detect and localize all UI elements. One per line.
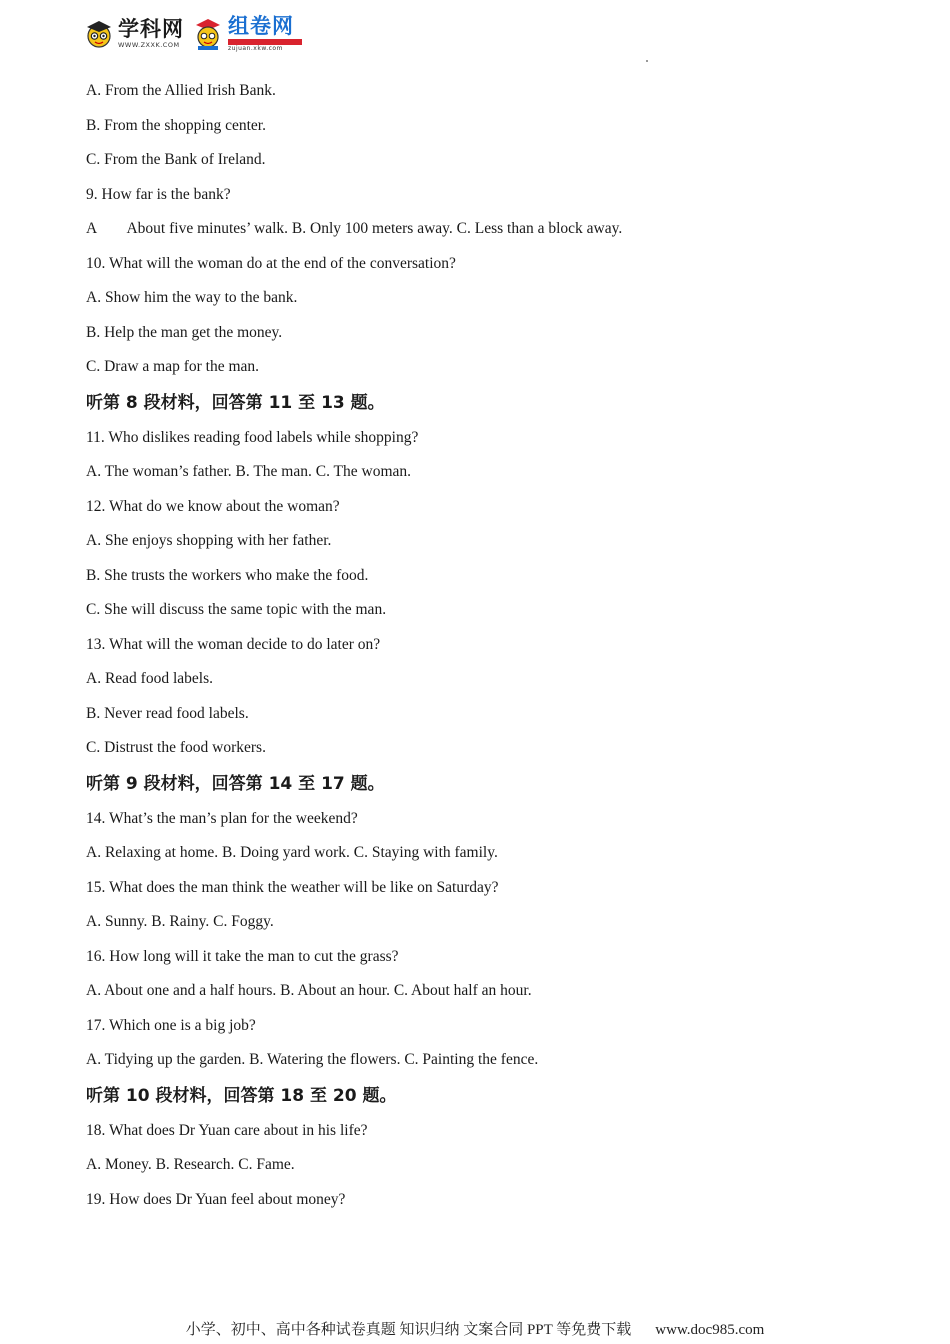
stray-dot [646,60,648,62]
footer-text: 小学、初中、高中各种试卷真题 知识归纳 文案合同 PPT 等免费下载 [185,1322,632,1338]
document-body [86,74,886,1217]
text-line: A. She enjoys shopping with her father. [86,532,332,549]
zujuan-logo-url: zujuan.xkw.com [228,45,283,52]
text-line: 9. How far is the bank? [86,185,231,203]
graduate-face-icon [84,19,114,49]
text-line: B. She trusts the workers who make the food. [86,566,369,584]
text-line: 11. Who dislikes reading food labels while shopping? [86,428,419,446]
zujuan-logo-name: 组卷网 [228,14,294,38]
text-line: A. Tidying up the garden. B. Watering the flowers. C. Painting the fence. [86,1051,539,1068]
text-line: 18. What does Dr Yuan care about in his life? [86,1121,368,1139]
text-line: 14. What’s the man’s plan for the weekend? [86,809,358,827]
student-mascot-icon [192,17,224,51]
text-line: B. Never read food labels. [86,704,249,722]
text-line: A. From the Allied Irish Bank. [86,82,276,99]
page-footer [0,1318,950,1339]
section-heading: 听第 10 段材料，回答第 18 至 20 题。 [86,1085,397,1106]
footer-url[interactable]: www.doc985.com [655,1322,765,1338]
text-line: A. About one and a half hours. B. About an hour. C. About half an hour. [86,982,532,999]
text-line: B. Help the man get the money. [86,323,283,341]
text-line: C. Distrust the food workers. [86,739,266,756]
text-line: 15. What does the man think the weather will be like on Saturday? [86,878,499,896]
text-line: 13. What will the woman decide to do later on? [86,635,381,653]
text-line: C. From the Bank of Ireland. [86,151,266,168]
text-line: 19. How does Dr Yuan feel about money? [86,1190,346,1208]
zxxk-logo[interactable] [84,19,184,49]
text-line: A. Relaxing at home. B. Doing yard work. C. Staying with family. [86,844,498,861]
page-header [84,12,302,56]
text-line: B. From the shopping center. [86,116,266,134]
text-line: A. The woman’s father. B. The man. C. The woman. [86,463,412,480]
text-line: 12. What do we know about the woman? [86,497,340,515]
text-line: A. Read food labels. [86,670,213,687]
text-line: A. Money. B. Research. C. Fame. [86,1156,295,1173]
text-line: A. Sunny. B. Rainy. C. Foggy. [86,913,274,930]
section-heading: 听第 8 段材料，回答第 11 至 13 题。 [86,392,385,413]
text-line: 16. How long will it take the man to cut the grass? [86,947,399,965]
zujuan-logo[interactable] [192,16,302,52]
text-line: 10. What will the woman do at the end of the conversation? [86,254,456,272]
text-line: A. Show him the way to the bank. [86,289,298,306]
section-heading: 听第 9 段材料，回答第 14 至 17 题。 [86,773,385,794]
text-line: 17. Which one is a big job? [86,1016,256,1034]
zxxk-logo-name: 学科网 [118,17,184,42]
text-line: C. She will discuss the same topic with the man. [86,601,387,618]
zxxk-logo-url: WWW.ZXXK.COM [118,41,180,50]
text-line: C. Draw a map for the man. [86,358,260,375]
text-line: A About five minutes’ walk. B. Only 100 meters away. C. Less than a block away. [86,220,623,237]
